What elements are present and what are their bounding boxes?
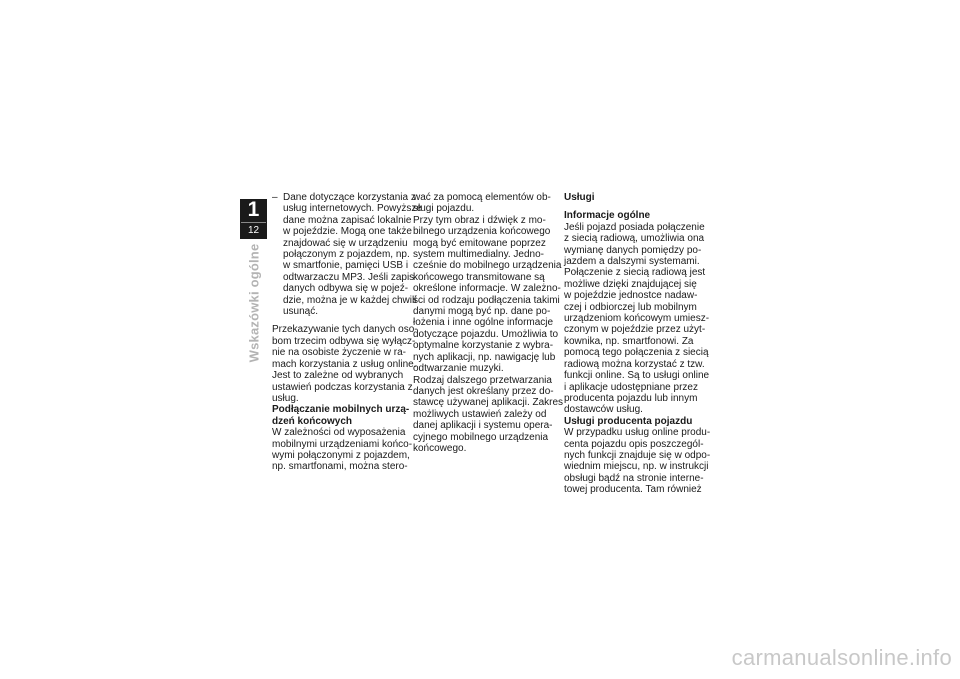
paragraph-line: z siecią radiową, umożliwia ona (564, 233, 705, 245)
paragraph-line: optymalne korzystanie z wybra- (413, 340, 554, 352)
paragraph-line: mogą być emitowane poprzez (413, 237, 546, 249)
paragraph-line: wać za pomocą elementów ob- (413, 192, 551, 203)
bullet-text-line: usunąć. (283, 306, 319, 318)
paragraph-line: Przekazywanie tych danych oso- (272, 324, 418, 336)
paragraph-line: danych jest określany przez do- (413, 385, 554, 397)
bullet-text-line: połączonym z pojazdem, np. (283, 249, 410, 261)
section-heading-line: dzeń końcowych (272, 415, 353, 427)
bullet-text-line: dzie, można je w każdej chwili (283, 294, 417, 306)
paragraph-line: obsługi bądź na stronie interne- (564, 472, 704, 484)
paragraph-line: producenta pojazdu lub innym (564, 392, 698, 404)
paragraph-line: łożenia i inne ogólne informacje (413, 317, 554, 329)
paragraph-line: jazdem a dalszymi systemami. (564, 256, 700, 268)
bullet-text-line: dane można zapisać lokalnie (283, 214, 412, 226)
paragraph-line: W zależności od wyposażenia (272, 427, 406, 439)
paragraph-line: nie na osobiste życzenie w ra- (272, 347, 406, 359)
paragraph-line: danej aplikacji i systemu opera- (413, 420, 553, 432)
paragraph-line: towej producenta. Tam również (564, 484, 702, 496)
paragraph-line: wymianę danych pomiędzy po- (564, 244, 702, 256)
paragraph-line: nych funkcji znajduje się w odpo- (564, 449, 711, 461)
paragraph-line: np. smartfonami, można stero- (272, 461, 408, 473)
paragraph-line: W przypadku usług online produ- (564, 427, 711, 439)
section-title: Usługi (564, 192, 595, 203)
paragraph-line: Jest to zależne od wybranych (272, 370, 404, 382)
paragraph-line: mobilnymi urządzeniami końco- (272, 438, 413, 450)
paragraph-line: końcowego. (413, 442, 467, 454)
paragraph-line: możliwych ustawień zależy od (413, 408, 547, 420)
paragraph-gap (272, 317, 412, 324)
bullet-text-line: w smartfonie, pamięci USB i (283, 260, 409, 272)
paragraph-line: Połączenie z siecią radiową jest (564, 267, 706, 279)
watermark: carmanualsonline.info (731, 645, 952, 670)
paragraph-line: określone informacje. W zależno- (413, 283, 561, 295)
text-column-1 (272, 192, 422, 473)
page-number: 12 (247, 225, 260, 236)
paragraph-line: Rodzaj dalszego przetwarzania (413, 374, 552, 386)
paragraph-line: i aplikacje udostępniane przez (564, 381, 698, 393)
paragraph-line: kownika, np. smartfonowi. Za (564, 335, 694, 347)
bullet-text-line: w pojeździe. Mogą one także (283, 226, 412, 238)
section-title-vertical: Wskazówki ogólne (246, 243, 262, 363)
paragraph-line: Przy tym obraz i dźwięk z mo- (413, 214, 546, 226)
section-heading: Usługi producenta pojazdu (564, 415, 693, 427)
paragraph-line: pomocą tego połączenia z siecią (564, 347, 709, 359)
text-column-3 (564, 192, 711, 496)
paragraph-line: radiową można korzystać z tzw. (564, 358, 705, 370)
bullet-text-line: znajdować się w urządzeniu (283, 237, 408, 249)
paragraph-line: usług. (272, 392, 299, 404)
paragraph-line: sługi pojazdu. (413, 203, 475, 215)
paragraph-line: w pojeździe jednostce nadaw- (564, 290, 698, 302)
paragraph-line: centa pojazdu opis poszczegól- (564, 438, 704, 450)
paragraph-line: stawcę używanej aplikacji. Zakres (413, 397, 564, 409)
paragraph-line: dotyczące pojazdu. Umożliwia to (413, 328, 559, 340)
paragraph-line: bilnego urządzenia końcowego (413, 226, 551, 238)
paragraph-line: cześnie do mobilnego urządzenia (413, 260, 562, 272)
paragraph-line: ści od rodzaju podłączenia takimi (413, 294, 560, 306)
paragraph-line: czej i odbiorczej lub mobilnym (564, 301, 697, 313)
chapter-divider (241, 222, 266, 223)
paragraph-line: wymi połączonymi z pojazdem, (272, 449, 410, 461)
paragraph-gap (564, 203, 704, 210)
bullet-text-line: odtwarzaczu MP3. Jeśli zapis (283, 271, 415, 283)
paragraph-line: bom trzecim odbywa się wyłącz- (272, 335, 416, 347)
bullet-dash: – (272, 192, 278, 203)
paragraph-line: odtwarzanie muzyki. (413, 363, 504, 375)
paragraph-line: system multimedialny. Jedno- (413, 249, 544, 261)
paragraph-line: Jeśli pojazd posiada połączenie (564, 221, 705, 233)
bullet-text-line: danych odbywa się w pojeź- (283, 283, 409, 295)
paragraph-line: wiednim miejscu, np. w instrukcji (564, 461, 709, 473)
text-column-2 (413, 192, 564, 454)
section-heading-line: Podłączanie mobilnych urzą- (272, 404, 410, 416)
bullet-text: Dane dotyczące korzystania z (283, 192, 416, 203)
chapter-number: 1 (247, 198, 260, 221)
paragraph-line: końcowego transmitowane są (413, 271, 545, 283)
paragraph-line: danymi mogą być np. dane po- (413, 306, 551, 318)
paragraph-line: funkcji online. Są to usługi online (564, 370, 710, 382)
paragraph-line: mach korzystania z usług online. (272, 358, 417, 370)
paragraph-line: dostawców usług. (564, 404, 643, 416)
paragraph-line: możliwe dzięki znajdującej się (564, 278, 697, 290)
paragraph-line: ustawień podczas korzystania z (272, 381, 413, 393)
bullet-text-line: usług internetowych. Powyższe (283, 203, 422, 215)
paragraph-line: czonym w pojeździe przez użyt- (564, 324, 706, 336)
section-heading: Informacje ogólne (564, 210, 651, 222)
bullet-item-first-line (272, 192, 416, 203)
paragraph-line: nych aplikacji, np. nawigację lub (413, 351, 556, 363)
paragraph-line: cyjnego mobilnego urządzenia (413, 431, 549, 443)
paragraph-line: urządzeniom końcowym umiesz- (564, 313, 710, 325)
